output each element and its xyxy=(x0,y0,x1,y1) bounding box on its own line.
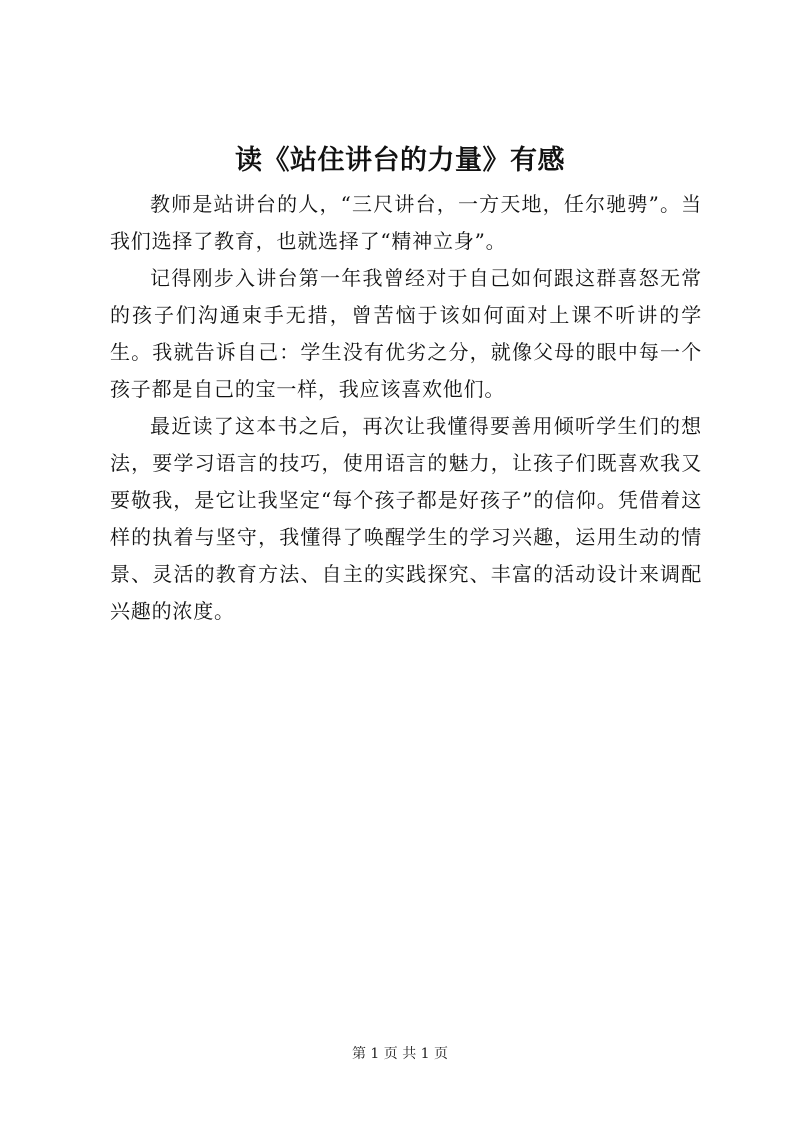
document-body xyxy=(110,186,702,630)
page-footer: 第 1 页 共 1 页 xyxy=(351,1046,449,1062)
document-title: 读《站住讲台的力量》有感 xyxy=(235,145,565,176)
paragraph-1: 教师是站讲台的人，“三尺讲台，一方天地，任尔驰骋”。当我们选择了教育，也就选择了“精神立身”。 xyxy=(110,192,702,253)
paragraph-3: 最近读了这本书之后，再次让我懂得要善用倾听学生们的想法，要学习语言的技巧，使用语言的魅力，让孩子们既喜欢我又要敬我，是它让我坚定“每个孩子都是好孩子”的信仰。凭借着这样的执着与坚守，我懂得了唤醒学生的学习兴趣，运用生动的情景、灵活的教育方法、自主的实践探究、丰富的活动设计来调配兴趣的浓度。 xyxy=(110,414,702,623)
paragraph-2: 记得刚步入讲台第一年我曾经对于自己如何跟这群喜怒无常的孩子们沟通束手无措，曾苦恼于该如何面对上课不听讲的学生。我就告诉自己：学生没有优劣之分，就像父母的眼中每一个孩子都是自己的宝一样，我应该喜欢他们。 xyxy=(110,266,702,401)
